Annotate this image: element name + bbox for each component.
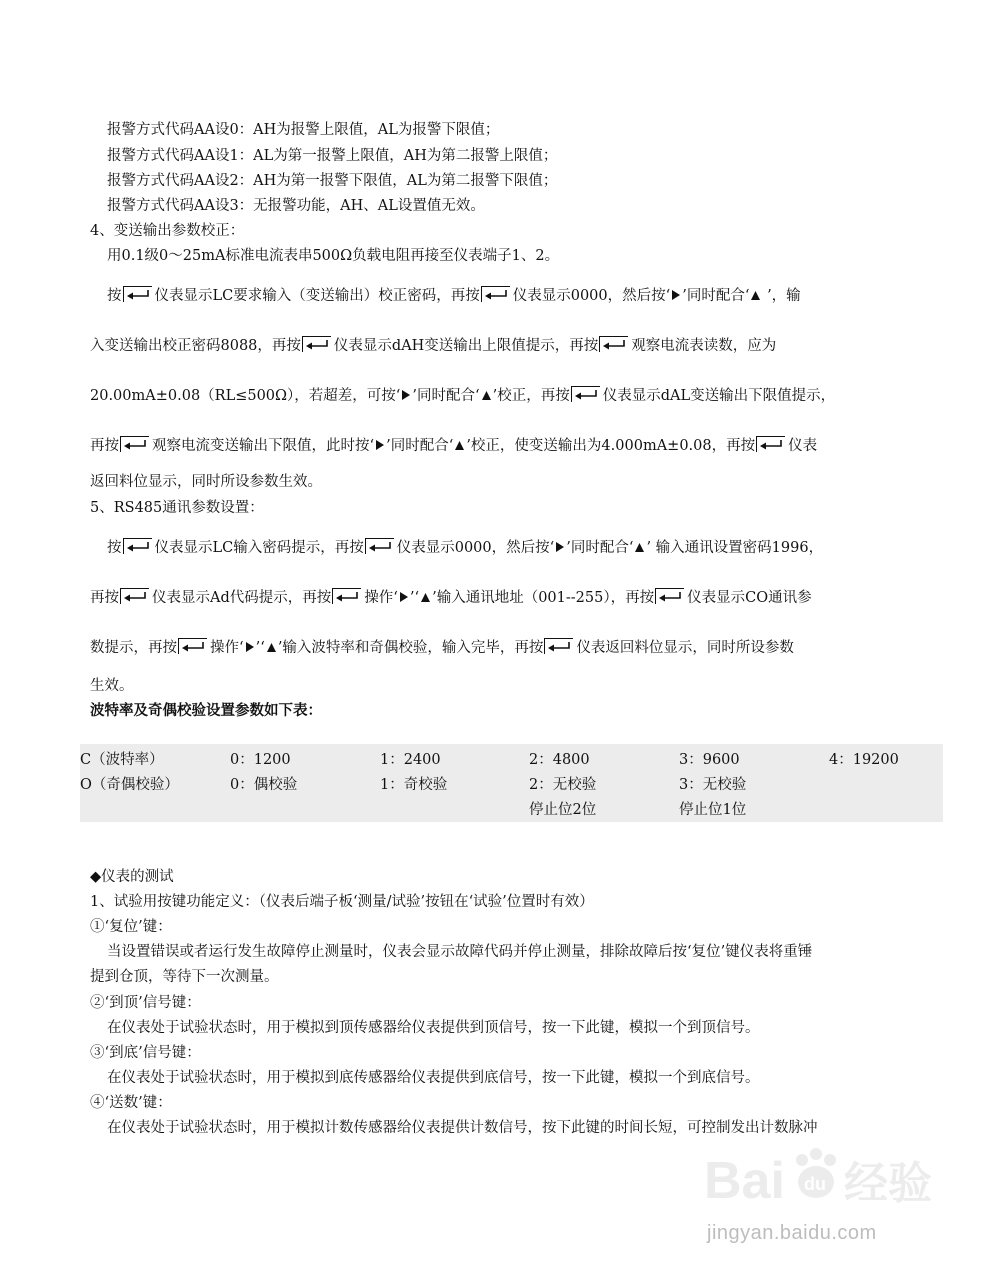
alarm-mode-2: 报警方式代码AA设2：AH为第一报警下限值，AL为第二报警下限值； — [107, 173, 558, 189]
enter-key-icon — [332, 588, 361, 604]
right-arrow-key-icon — [401, 387, 411, 407]
baud-option-3: 3：9600 — [679, 752, 740, 768]
text-seg: 仪表返回料位显示，同时所设参数 — [576, 640, 794, 656]
enter-key-icon — [544, 638, 573, 654]
text-seg: 操作‘ — [364, 590, 398, 606]
enter-key-icon — [365, 538, 394, 554]
row-parity-label: O（奇偶校验） — [80, 777, 179, 793]
key-reset-desc-cont: 提到仓顶，等待下一次测量。 — [90, 969, 279, 985]
enter-key-icon — [302, 336, 331, 352]
text-seg: 仪表显示dAL变送输出下限值提示， — [602, 388, 836, 404]
text-seg: 仪表显示0000，然后按‘ — [512, 288, 671, 304]
row-baud-label: C（波特率） — [80, 752, 164, 768]
up-arrow-key-icon — [420, 589, 431, 609]
section-4-line-3 — [90, 386, 835, 407]
svg-text:经验: 经验 — [844, 1158, 932, 1209]
text-seg: ’同时配合‘ — [386, 438, 454, 454]
watermark-url: jingyan.baidu.com — [707, 1222, 877, 1244]
stop-bits-1: 停止位1位 — [679, 802, 747, 818]
text-seg: 20.00mA±0.08（RL≤500Ω），若超差，可按‘ — [90, 388, 401, 404]
key-send-desc: 在仪表处于试验状态时，用于模拟计数传感器给仪表提供计数信号，按下此键的时间长短，可控制发出计数脉冲 — [107, 1120, 818, 1136]
baud-option-4: 4：19200 — [829, 752, 899, 768]
text-seg: ’‘ — [255, 640, 265, 656]
section-4-line-4 — [90, 436, 817, 457]
right-arrow-key-icon — [399, 589, 409, 609]
parity-option-0: 0：偶校验 — [230, 777, 298, 793]
text-seg: ’ 输入通讯设置密码1996， — [646, 540, 824, 556]
section-4-intro: 用0.1级0～25mA标准电流表串500Ω负载电阻再接至仪表端子1、2。 — [107, 248, 560, 264]
right-arrow-key-icon — [375, 437, 385, 457]
text-seg: ’同时配合‘ — [412, 388, 480, 404]
up-arrow-key-icon — [454, 437, 465, 457]
svg-text:Bai: Bai — [704, 1152, 785, 1210]
text-seg: ’输入波特率和奇偶校验，输入完毕，再按 — [277, 640, 544, 656]
baud-option-1: 1：2400 — [380, 752, 441, 768]
right-arrow-key-icon — [671, 287, 681, 307]
table-title: 波特率及奇偶校验设置参数如下表： — [90, 702, 322, 719]
text-seg: 仪表显示LC输入密码提示，再按 — [154, 540, 364, 556]
enter-key-icon — [120, 436, 149, 452]
section-5-heading: 5、RS485通讯参数设置： — [90, 500, 264, 516]
section-5-line-1 — [107, 538, 823, 559]
up-arrow-key-icon — [481, 387, 492, 407]
key-send-title: ④‘送数’键： — [90, 1095, 172, 1111]
parameter-table — [80, 744, 943, 822]
enter-key-icon — [123, 286, 152, 302]
key-top-desc: 在仪表处于试验状态时，用于模拟到顶传感器给仪表提供到顶信号，按一下此键，模拟一个到顶信号。 — [107, 1020, 760, 1036]
text-seg: ’‘ — [409, 590, 420, 606]
text-seg: ’校正，使变送输出为4.000mA±0.08，再按 — [466, 438, 756, 454]
section-5-line-2 — [90, 588, 812, 609]
right-arrow-key-icon — [245, 639, 255, 659]
text-seg: 仪表显示dAH变送输出上限值提示，再按 — [333, 338, 599, 354]
key-reset-desc: 当设置错误或者运行发生故障停止测量时，仪表会显示故障代码并停止测量，排除故障后按‘复位’键仪表将重锤 — [107, 944, 813, 960]
key-top-title: ②‘到顶’信号键： — [90, 995, 201, 1011]
text-seg: ’同时配合‘ — [682, 288, 750, 304]
svg-text:du: du — [804, 1174, 826, 1194]
text-seg: 再按 — [90, 590, 119, 606]
text-seg: 观察电流变送输出下限值，此时按‘ — [152, 438, 375, 454]
text-seg: 操作‘ — [210, 640, 244, 656]
text-seg: 观察电流表读数，应为 — [631, 338, 777, 354]
enter-key-icon — [123, 538, 152, 554]
baud-option-2: 2：4800 — [529, 752, 590, 768]
section-5-line-3 — [90, 638, 794, 659]
enter-key-icon — [120, 588, 149, 604]
text-seg: 按 — [107, 540, 122, 556]
up-arrow-key-icon — [266, 639, 277, 659]
alarm-mode-1: 报警方式代码AA设1：AL为第一报警上限值，AH为第二报警上限值； — [107, 148, 558, 164]
text-seg: ’校正，再按 — [492, 388, 570, 404]
parity-option-2: 2：无校验 — [529, 777, 597, 793]
key-bottom-desc: 在仪表处于试验状态时，用于模拟到底传感器给仪表提供到底信号，按一下此键，模拟一个到底信号。 — [107, 1070, 760, 1086]
text-seg: 入变送输出校正密码8088，再按 — [90, 338, 301, 354]
text-seg: 仪表显示0000，然后按‘ — [396, 540, 555, 556]
test-heading: ◆仪表的测试 — [90, 869, 174, 885]
enter-key-icon — [571, 386, 600, 402]
text-seg: ’输入通讯地址（001--255），再按 — [432, 590, 655, 606]
section-4-line-2 — [90, 336, 776, 356]
baidu-jingyan-watermark-logo — [704, 1140, 944, 1220]
stop-bits-2: 停止位2位 — [529, 802, 597, 818]
text-seg: ’，输 — [762, 288, 801, 304]
section-5-line-4: 生效。 — [90, 678, 134, 694]
enter-key-icon — [178, 638, 207, 654]
parity-option-3: 3：无校验 — [679, 777, 747, 793]
parity-option-1: 1：奇校验 — [380, 777, 448, 793]
text-seg: 仪表显示LC要求输入（变送输出）校正密码，再按 — [154, 288, 480, 304]
text-seg: 数提示，再按 — [90, 640, 177, 656]
enter-key-icon — [481, 286, 510, 302]
text-seg: ’同时配合‘ — [566, 540, 634, 556]
right-arrow-key-icon — [555, 539, 565, 559]
key-bottom-title: ③‘到底’信号键： — [90, 1045, 201, 1061]
alarm-mode-0: 报警方式代码AA设0：AH为报警上限值，AL为报警下限值； — [107, 122, 500, 138]
section-4-line-5: 返回料位显示，同时所设参数生效。 — [90, 474, 322, 490]
up-arrow-key-icon — [750, 287, 761, 307]
enter-key-icon — [599, 336, 628, 352]
text-seg: 仪表显示CO通讯参 — [687, 590, 812, 606]
key-reset-title: ①‘复位’键： — [90, 919, 172, 935]
text-seg: 仪表显示Ad代码提示，再按 — [152, 590, 332, 606]
baud-option-0: 0：1200 — [230, 752, 291, 768]
text-seg: 按 — [107, 288, 122, 304]
alarm-mode-3: 报警方式代码AA设3：无报警功能，AH、AL设置值无效。 — [107, 198, 485, 214]
test-line-1: 1、试验用按键功能定义：（仪表后端子板‘测量/试验’按钮在‘试验’位置时有效） — [90, 894, 594, 910]
enter-key-icon — [756, 436, 785, 452]
enter-key-icon — [655, 588, 684, 604]
text-seg: 仪表 — [788, 438, 818, 454]
up-arrow-key-icon — [634, 539, 645, 559]
text-seg: 再按 — [90, 438, 119, 454]
section-4-line-1 — [107, 286, 801, 307]
section-4-heading: 4、变送输出参数校正： — [90, 223, 245, 239]
